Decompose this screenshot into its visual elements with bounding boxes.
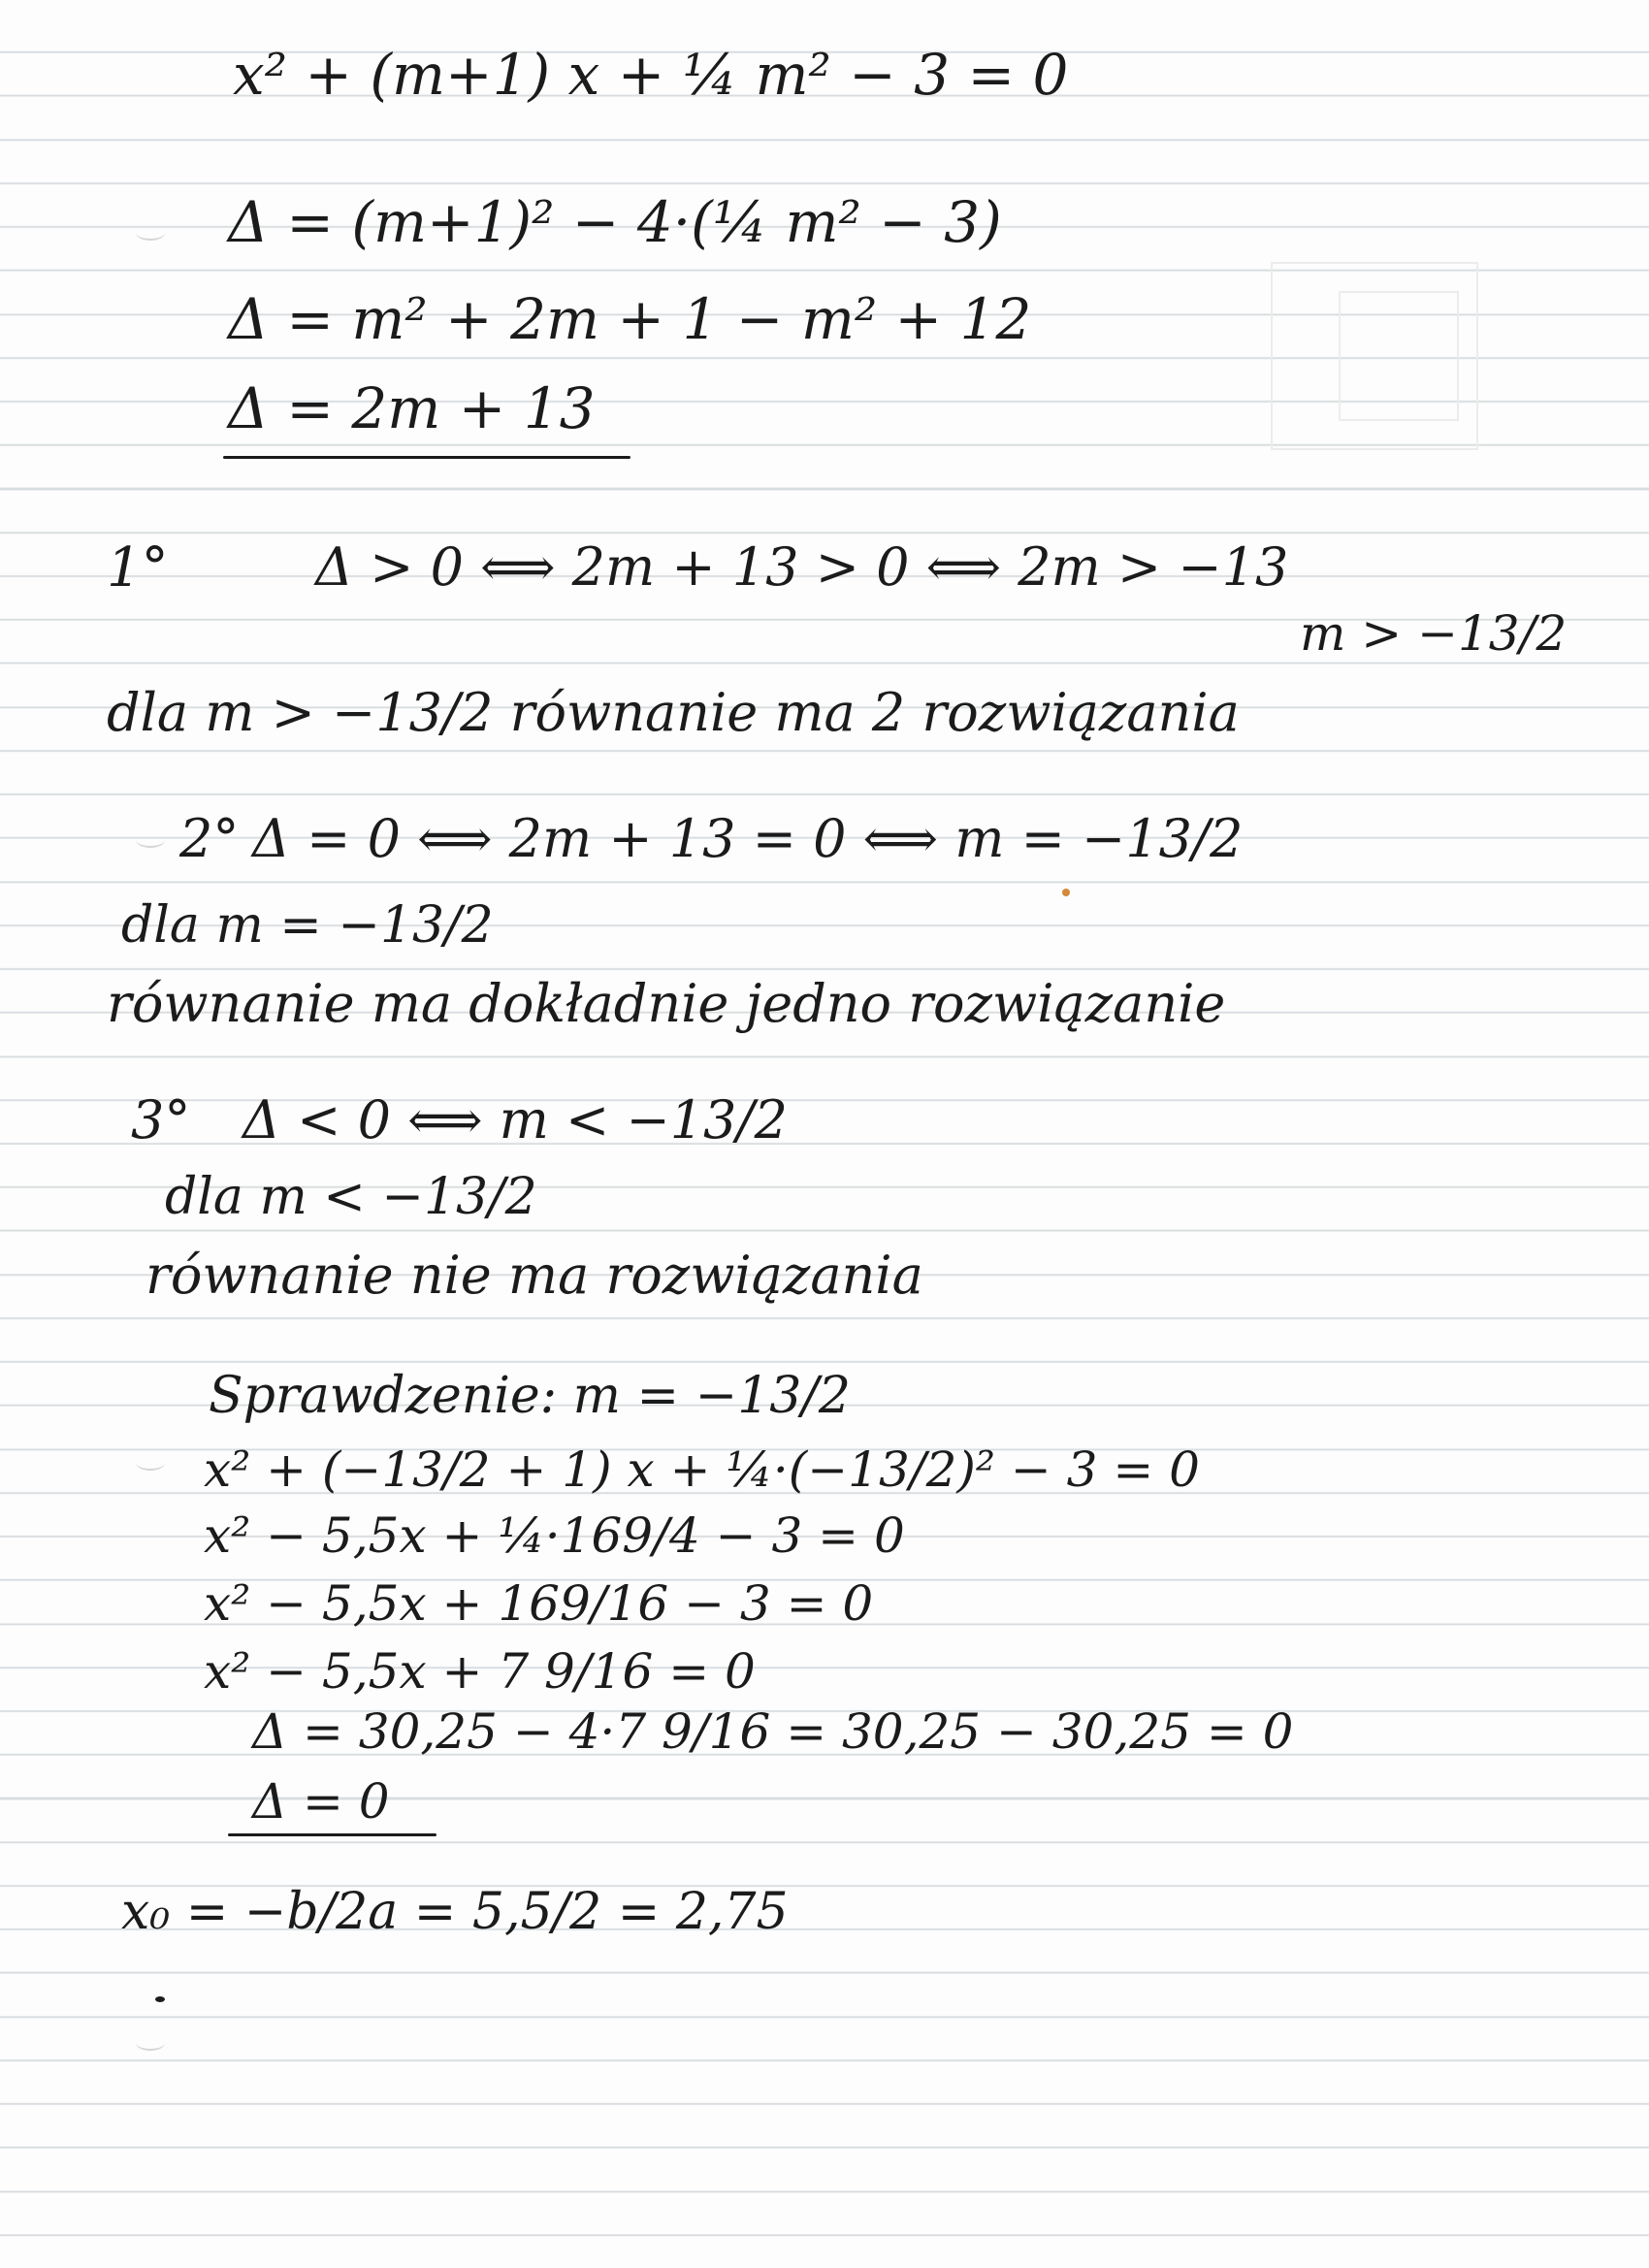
- ink-speck: [155, 1996, 165, 2002]
- case-3-number: 3°: [131, 1089, 191, 1150]
- check-line: x² − 5,5x + 7 9/16 = 0: [204, 1643, 756, 1700]
- bleed-through-box: [1339, 291, 1459, 421]
- case-3-dla: dla m < −13/2: [165, 1168, 537, 1226]
- case-1-statement: dla m > −13/2 równanie ma 2 rozwiązania: [107, 682, 1240, 743]
- case-1-condition: Δ > 0 ⟺ 2m + 13 > 0 ⟺ 2m > −13: [315, 536, 1289, 598]
- delta-step-1: Δ = (m+1)² − 4·(¼ m² − 3): [228, 189, 1002, 255]
- margin-mark: [136, 832, 165, 848]
- check-line: x² − 5,5x + ¼·169/4 − 3 = 0: [204, 1507, 905, 1564]
- case-3-condition: Δ < 0 ⟺ m < −13/2: [242, 1089, 788, 1150]
- delta-result: Δ = 2m + 13: [228, 375, 596, 441]
- case-1-solve: m > −13/2: [1300, 605, 1568, 662]
- case-2-dla: dla m = −13/2: [121, 896, 494, 955]
- check-line: x² − 5,5x + 169/16 − 3 = 0: [204, 1575, 874, 1632]
- ink-speck: [1062, 889, 1070, 896]
- check-underline: [228, 1833, 436, 1836]
- case-1-number: 1°: [107, 536, 169, 599]
- margin-mark: [136, 2035, 165, 2051]
- double-root: x₀ = −b/2a = 5,5/2 = 2,75: [121, 1883, 789, 1941]
- check-delta-line: Δ = 30,25 − 4·7 9/16 = 30,25 − 30,25 = 0: [252, 1703, 1294, 1760]
- case-2-statement: równanie ma dokładnie jedno rozwiązanie: [107, 973, 1226, 1034]
- check-line: x² + (−13/2 + 1) x + ¼·(−13/2)² − 3 = 0: [204, 1442, 1200, 1498]
- check-heading: Sprawdzenie: m = −13/2: [209, 1367, 851, 1425]
- equation-line: x² + (m+1) x + ¼ m² − 3 = 0: [233, 42, 1069, 108]
- margin-mark: [136, 1455, 165, 1471]
- case-2-condition: Δ = 0 ⟺ 2m + 13 = 0 ⟺ m = −13/2: [252, 808, 1244, 869]
- margin-mark: [136, 225, 165, 241]
- case-2-condition-number: 2°: [179, 808, 240, 869]
- check-delta-zero: Δ = 0: [252, 1773, 390, 1830]
- delta-underline: [223, 456, 630, 459]
- delta-step-2: Δ = m² + 2m + 1 − m² + 12: [228, 286, 1032, 352]
- case-3-statement: równanie nie ma rozwiązania: [146, 1245, 923, 1306]
